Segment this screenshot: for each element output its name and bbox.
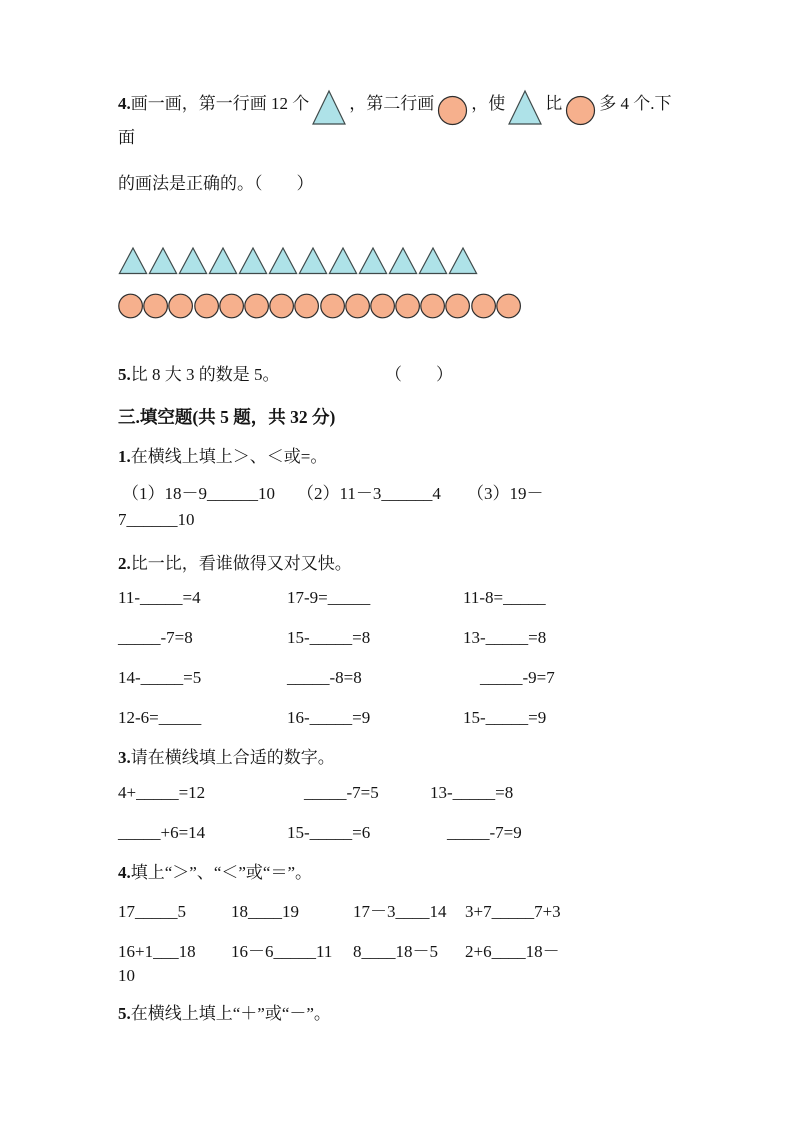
circle-shape <box>118 293 143 319</box>
fill3-title <box>118 746 684 770</box>
circle-shape <box>471 293 496 319</box>
q5-answer-bracket: （ ） <box>385 365 453 384</box>
equation-blank: 11-8=_____ <box>463 588 546 607</box>
circle-shape <box>244 293 269 319</box>
triangle-shape <box>118 246 148 275</box>
comparison-blank: 16+1___18 <box>118 942 196 961</box>
triangle-shape <box>148 246 178 275</box>
triangle-shape <box>328 246 358 275</box>
comparison-blank: 18____19 <box>231 902 299 921</box>
q4-text-part1: 画一画，第一行画 12 个 <box>130 94 310 113</box>
circle-shape <box>395 293 420 319</box>
equation-blank: _____-7=9 <box>430 823 522 842</box>
fill3-grid <box>118 781 684 861</box>
triangle-shape <box>448 246 478 275</box>
triangle-shape <box>418 246 448 275</box>
circle-shape <box>269 293 294 319</box>
fill1-item: （2）11－3______4 <box>297 484 441 503</box>
q4-text-part4: 比 <box>545 94 563 113</box>
equation-blank: 15-_____=9 <box>463 708 547 727</box>
circle-shape <box>370 293 395 319</box>
triangle-shape <box>208 246 238 275</box>
circle-shape <box>168 293 193 319</box>
fill3-number: 3. <box>118 748 131 767</box>
fill4-grid <box>118 900 684 964</box>
fill3-text: 请在横线填上合适的数字。 <box>130 748 335 767</box>
fill4-title <box>118 861 684 885</box>
triangle-icon <box>312 88 346 126</box>
triangle-shape <box>178 246 208 275</box>
q4-draw-line2: 的画法是正确的。（ ） <box>118 174 314 193</box>
equation-blank: 13-_____=8 <box>430 783 514 802</box>
q4-text-part2: ，第二行画 <box>349 94 435 113</box>
comparison-blank: 2+6____18－ <box>465 942 560 961</box>
fill5-title <box>118 1002 684 1026</box>
circle-shape <box>345 293 370 319</box>
comparison-blank: 16－6_____11 <box>231 942 333 961</box>
equation-blank: 15-_____=6 <box>287 823 371 842</box>
equation-blank: _____-7=5 <box>287 783 379 802</box>
circle-shape <box>496 293 521 319</box>
equation-blank: _____-9=7 <box>463 668 555 687</box>
circle-shape <box>219 293 244 319</box>
triangle-icon <box>508 88 542 126</box>
equation-blank: 13-_____=8 <box>463 628 547 647</box>
circle-icon <box>437 95 468 126</box>
q4-draw-line1 <box>118 88 684 150</box>
comparison-blank: 17－3____14 <box>353 902 447 921</box>
equation-blank: 17-9=_____ <box>287 588 371 607</box>
fill5-number: 5. <box>118 1004 131 1023</box>
circle-row <box>118 293 684 319</box>
fill5-text: 在横线上填上“＋”或“－”。 <box>130 1004 331 1023</box>
circle-shape <box>194 293 219 319</box>
circle-shape <box>445 293 470 319</box>
equation-blank: _____-7=8 <box>118 628 193 647</box>
comparison-blank: 3+7_____7+3 <box>465 902 561 921</box>
equation-blank: 16-_____=9 <box>287 708 371 727</box>
fill4-text: 填上“＞”、“＜”或“＝”。 <box>130 863 313 882</box>
triangle-shape <box>268 246 298 275</box>
equation-blank: 11-_____=4 <box>118 588 201 607</box>
fill1-items-row <box>118 482 684 506</box>
equation-blank: 4+_____=12 <box>118 783 206 802</box>
comparison-blank: 8____18－5 <box>353 942 438 961</box>
fill1-item: （3）19－ <box>467 484 544 503</box>
triangle-shape <box>358 246 388 275</box>
circle-shape <box>420 293 445 319</box>
fill2-grid <box>118 586 684 746</box>
triangle-shape <box>388 246 418 275</box>
section-heading: 三.填空题(共 5 题，共 32 分) <box>118 407 336 427</box>
circle-shape <box>143 293 168 319</box>
fill1-title <box>118 445 684 469</box>
circle-icon <box>565 95 596 126</box>
circle-shape <box>320 293 345 319</box>
fill1-number: 1. <box>118 447 131 466</box>
fill2-number: 2. <box>118 554 131 573</box>
q4-text-part5: 多 4 个.下面 <box>118 94 672 147</box>
q5-text <box>118 363 385 387</box>
triangle-shape <box>298 246 328 275</box>
circle-shape <box>294 293 319 319</box>
fill4-wrap-line: 10 <box>118 966 135 985</box>
equation-blank: _____+6=14 <box>118 823 206 842</box>
comparison-blank: 17_____5 <box>118 902 186 921</box>
fill1-text: 在横线上填上＞、＜或=。 <box>130 447 328 466</box>
fill1-item: （1）18－9______10 <box>122 484 275 503</box>
equation-blank: 12-6=_____ <box>118 708 202 727</box>
equation-blank: _____-8=8 <box>287 668 362 687</box>
q5-judge <box>118 363 684 387</box>
fill2-text: 比一比，看谁做得又对又快。 <box>130 554 352 573</box>
q5-number: 5. <box>118 365 131 384</box>
triangle-shape <box>238 246 268 275</box>
equation-blank: 14-_____=5 <box>118 668 202 687</box>
fill4-number: 4. <box>118 863 131 882</box>
q4-number: 4. <box>118 94 131 113</box>
equation-blank: 15-_____=8 <box>287 628 371 647</box>
q4-text-part3: ，使 <box>471 94 506 113</box>
triangle-row <box>118 246 684 275</box>
q5-statement: 比 8 大 3 的数是 5。 <box>130 365 280 384</box>
fill1-wrap-line: 7______10 <box>118 510 195 529</box>
fill2-title <box>118 552 684 576</box>
